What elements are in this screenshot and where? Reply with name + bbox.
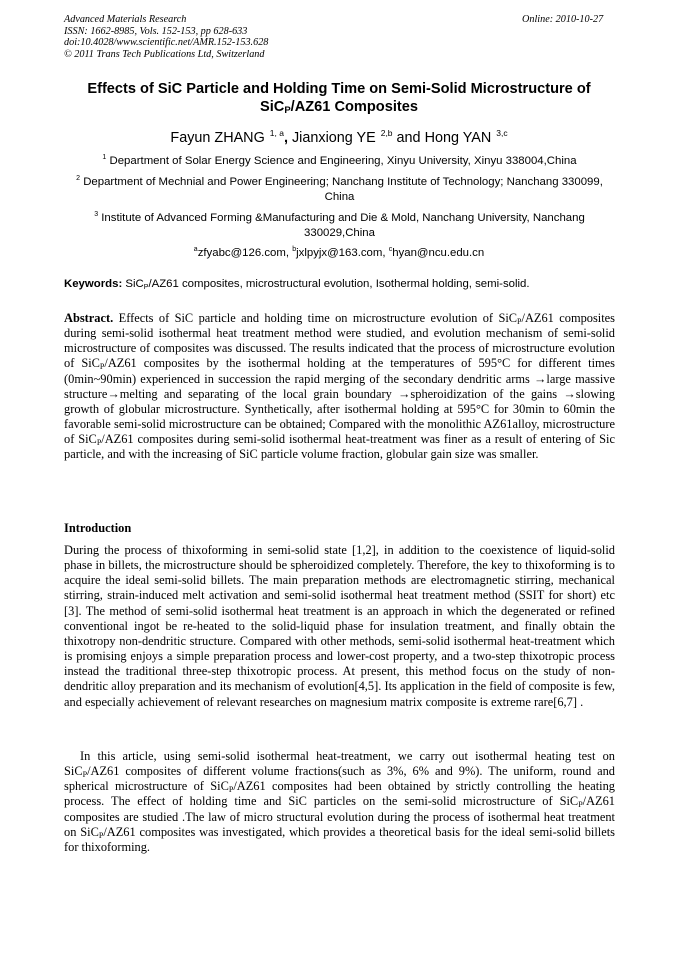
paper-title — [58, 80, 620, 120]
paragraph-subscript: P — [228, 785, 234, 795]
title-part-2: /AZ61 Composites — [290, 99, 418, 115]
paragraph-subscript: P — [82, 770, 88, 780]
affiliation — [64, 150, 615, 169]
author-emails — [0, 242, 678, 261]
email-mark: c — [388, 246, 393, 253]
email-link[interactable]: hyan@ncu.edu.cn — [392, 247, 485, 259]
paragraph-text: /AZ61 composites are studied .The law of micro structural evolution during the process of isothermal heat treatment on SiC — [64, 794, 615, 839]
keywords-label: Keywords: — [64, 278, 123, 290]
keywords-text: /AZ61 composites, microstructural evolution, Isothermal holding, semi-solid. — [148, 278, 530, 290]
author-affiliation-mark: 2,b — [380, 128, 393, 138]
abstract-text: /AZ61 composites during semi-solid isothermal heat treatment method were studied, and evolution mechanism of semi-solid microstructure of composites was discussed. The results indicated that the process of microstructure evolution of SiC — [64, 311, 615, 371]
author-name: Jianxiong YE — [291, 130, 376, 146]
author-separator: and — [396, 130, 421, 146]
introduction-paragraph — [64, 749, 615, 855]
affiliation — [64, 171, 615, 205]
abstract-text: /AZ61 composites by the isothermal holding at the temperatures of 595°C for different times (0min~90min) experienced in succession the rapid merging of the secondary dendritic arms →large massive structure→melting and separating of the local grain boundary →spheroidization of the gains →slowing growth of globular microstructure. Synthetically, after isothermal holding at 595°C for 30min to 60min the favorable semi-solid microstructure can be obtained; Compared with the monolithic AZ61alloy, microstructure of SiC — [64, 356, 615, 447]
author-affiliation-mark: 3,c — [496, 128, 508, 138]
paragraph-text: /AZ61 composites had been obtained by strictly controlling the heating process. The effect of holding time and SiC particles on the semi-solid microstructure of SiC — [64, 779, 616, 809]
author-name: Fayun ZHANG — [170, 130, 265, 146]
keywords-subscript: P — [143, 284, 149, 291]
online-date: Online: 2010-10-27 — [522, 14, 604, 25]
paragraph-text: /AZ61 composites was investigated, which provides a theoretical basis for the ideal semi-solid billets for thixoforming. — [64, 824, 615, 854]
affiliation — [64, 207, 615, 241]
affiliation-number: 2 — [76, 175, 81, 182]
paragraph-subscript: P — [578, 800, 583, 810]
journal-header — [64, 14, 424, 60]
title-subscript: P — [284, 105, 291, 116]
copyright-line: © 2011 Trans Tech Publications Ltd, Switzerland — [64, 48, 265, 60]
affiliation-number: 3 — [94, 211, 99, 218]
keywords — [64, 277, 615, 295]
title-part-1: Effects of SiC Particle and Holding Time on Semi-Solid Microstructure of SiC — [87, 81, 591, 115]
affiliation-text: Institute of Advanced Forming &Manufacturing and Die & Mold, Nanchang University, Nanchang 330029,China — [101, 212, 585, 239]
abstract — [64, 311, 615, 463]
affiliation-text: Department of Mechnial and Power Engineering; Nanchang Institute of Technology; Nanchang 330099, China — [83, 176, 603, 203]
journal-name: Advanced Materials Research — [64, 14, 187, 25]
email-mark: a — [193, 246, 198, 253]
paragraph-text: /AZ61 composites of different volume fractions(such as 3%, 6% and 9%). The uniform, round and spherical microstructure of SiC — [64, 764, 615, 794]
abstract-label: Abstract. — [64, 311, 114, 325]
section-heading: Introduction — [64, 521, 132, 535]
affiliation-number: 1 — [102, 154, 107, 161]
author-name: Hong YAN — [424, 130, 492, 146]
author-affiliation-mark: 1, a — [269, 128, 284, 138]
author-list — [0, 124, 678, 147]
email-link[interactable]: jxlpyjx@163.com, — [296, 247, 386, 259]
affiliation-text: Department of Solar Energy Science and Engineering, Xinyu University, Xinyu 338004,China — [109, 155, 577, 167]
abstract-subscript: P — [99, 362, 105, 372]
paragraph-text: In this article, using semi-solid isothermal heat-treatment, we carry out isothermal heating test on SiC — [64, 749, 615, 779]
author-separator: , — [283, 130, 288, 146]
abstract-subscript: P — [96, 438, 102, 448]
abstract-text: /AZ61 composites during semi-solid isothermal heat-treatment was finer as a result of entering of Sic particle, and with the increasing of SiC particle volume fraction, globular gain size was smaller. — [64, 432, 615, 462]
doi-line: doi:10.4028/www.scientific.net/AMR.152-153.628 — [64, 37, 269, 49]
introduction-paragraph: During the process of thixoforming in semi-solid state [1,2], in addition to the coexistence of liquid-solid phase in billets, the microstructure should be spheroidized completely. Therefore, the key to thixoforming is to acquire the ideal semi-solid billets. The main preparation methods are electromagnetic stirring, mechanical stirring, strain-induced melt activation and semi-solid isothermal heat treatment method (SSIT for short) etc [3]. The method of semi-solid isothermal heat treatment is an approach in which the degenerated or refined conventional ingot be re-heated to the solid-liquid phase for insulation treatment, and finally obtain the thixotropy non-dendritic structure. Compared with other methods, semi-solid isothermal heat-treatment which is promising enjoys a simple preparation process and lower-cost property, and a two-step thixotropic process instead the traditional three-step thixotropic process. At present, this method focus on the study of non-dendritic alloy preparation and its mechanism of evolution[4,5]. Its application in the field of composite is few, and especially achievement of relevant researches on magnesium matrix composite is extreme rare[6,7] . — [64, 543, 615, 709]
keywords-text: SiC — [125, 278, 144, 290]
abstract-text: Effects of SiC particle and holding time on microstructure evolution of SiC — [118, 311, 518, 325]
email-link[interactable]: zfyabc@126.com, — [197, 247, 290, 259]
abstract-subscript: P — [517, 317, 522, 326]
email-mark: b — [292, 246, 297, 253]
paragraph-subscript: P — [98, 830, 104, 840]
issn-line: ISSN: 1662-8985, Vols. 152-153, pp 628-633 — [64, 25, 248, 37]
